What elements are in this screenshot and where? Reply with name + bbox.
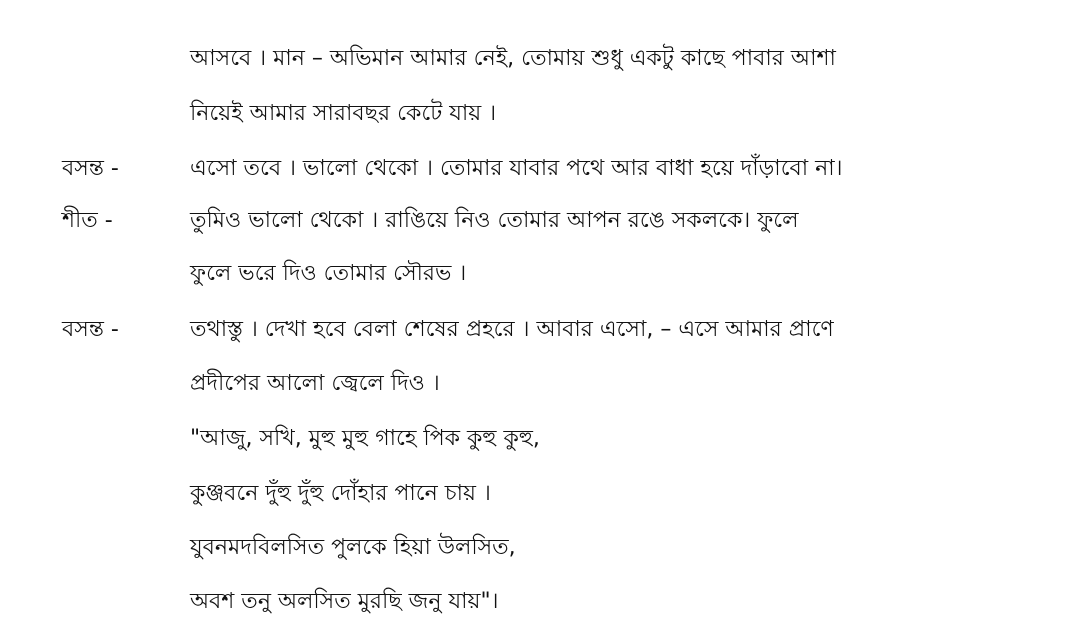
dialogue-line: এসো তবে । ভালো থেকো । তোমার যাবার পথে আর বাধা হয়ে দাঁড়াবো না।	[190, 156, 843, 181]
dialogue-line: আসবে । মান – অভিমান আমার নেই, তোমায় শুধু একটু কাছে পাবার আশা	[190, 46, 836, 71]
dialogue-line: প্রদীপের আলো জ্বেলে দিও ।	[190, 371, 440, 396]
dialogue-line: তথাস্তু । দেখা হবে বেলা শেষের প্রহরে । আবার এসো, – এসে আমার প্রাণে	[190, 317, 834, 342]
verse-line: যুবনমদবিলসিত পুলকে হিয়া উলসিত,	[190, 535, 516, 560]
speaker-label: বসন্ত -	[62, 156, 119, 181]
verse-line: অবশ তনু অলসিত মুরছি জনু যায়"।	[190, 589, 499, 614]
verse-line: "আজু, সখি, মুহু মুহু গাহে পিক কুহু কুহু,	[190, 426, 540, 451]
speaker-label: বসন্ত -	[62, 317, 119, 342]
verse-line: কুঞ্জবনে দুঁহু দুঁহু দোঁহার পানে চায় ।	[190, 481, 491, 506]
dialogue-line: ফুলে ভরে দিও তোমার সৌরভ ।	[190, 261, 467, 286]
dialogue-line: নিয়েই আমার সারাবছর কেটে যায় ।	[190, 101, 497, 126]
dialogue-line: তুমিও ভালো থেকো । রাঙিয়ে নিও তোমার আপন রঙে সকলকে। ফুলে	[190, 208, 799, 233]
speaker-label: শীত -	[62, 208, 113, 233]
